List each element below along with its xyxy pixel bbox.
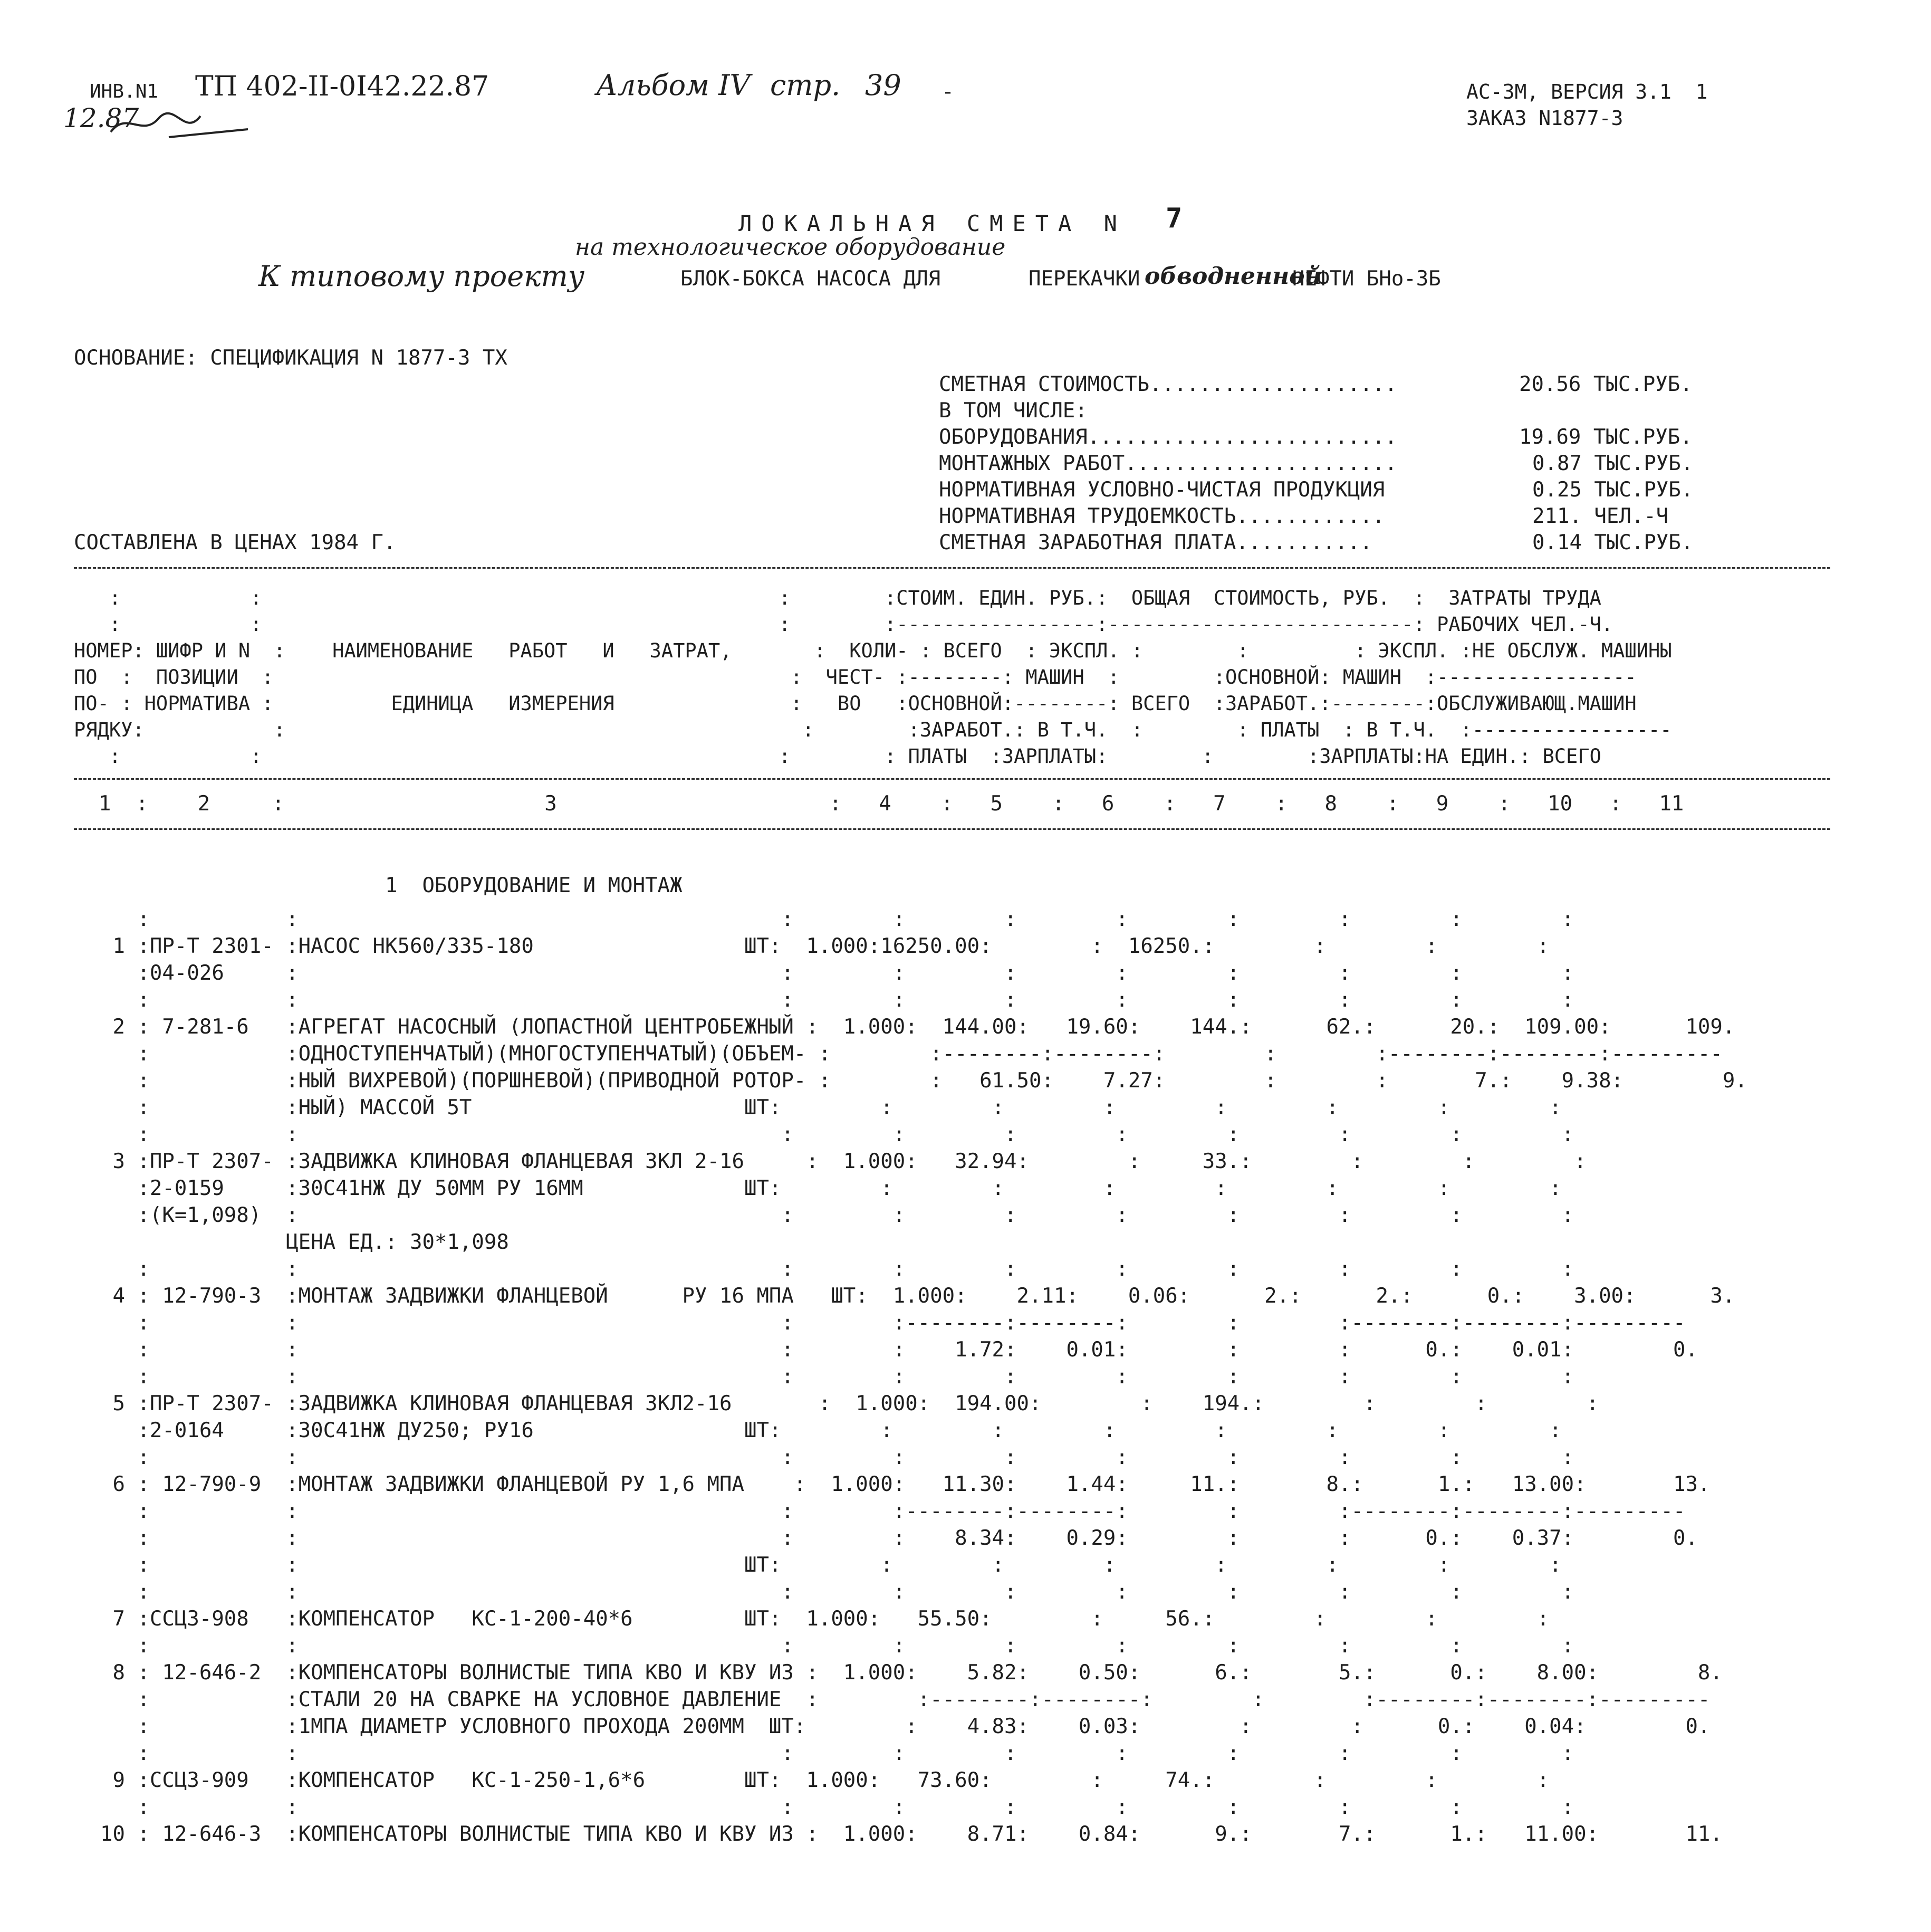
table-header-line: : : : :-----------------:--------------------------: РАБОЧИХ ЧЕЛ.-Ч.	[74, 613, 1613, 636]
table-row: 5 :ПР-Т 2307- :ЗАДВИЖКА КЛИНОВАЯ ФЛАНЦЕВАЯ ЗКЛ2-16 : 1.000: 194.00: : 194.: : : :	[100, 1392, 1599, 1415]
table-row: : :НЫЙ ВИХРЕВОЙ)(ПОРШНЕВОЙ)(ПРИВОДНОЙ РОТОР- : : 61.50: 7.27: : : 7.: 9.38: 9.	[100, 1069, 1747, 1093]
column-numbers: 1 : 2 : 3 : 4 : 5 : 6 : 7 : 8 : 9 : 10 : 11	[74, 792, 1684, 816]
header-rule-top	[74, 567, 1830, 569]
table-header-line: : : : :СТОИМ. ЕДИН. РУБ.: ОБЩАЯ СТОИМОСТЬ, РУБ. : ЗАТРАТЫ ТРУДА	[74, 587, 1601, 609]
table-row: 7 :ССЦ3-908 :КОМПЕНСАТОР КС-1-200-40*6 ШТ: 1.000: 55.50: : 56.: : : :	[100, 1607, 1550, 1631]
table-row: : : : : : : : : : :	[100, 1257, 1574, 1281]
table-row: : :1МПА ДИАМЕТР УСЛОВНОГО ПРОХОДА 200ММ ШТ: : 4.83: 0.03: : : 0.: 0.04: 0.	[100, 1715, 1711, 1738]
estimate-number: 7	[1166, 203, 1183, 234]
album-label: Альбом IV	[596, 69, 751, 102]
table-row: :2-0164 :30С41НЖ ДУ250; РУ16 ШТ: : : : : : : :	[100, 1419, 1562, 1442]
table-row: 1 :ПР-Т 2301- :НАСОС НК560/335-180 ШТ: 1.000:16250.00: : 16250.: : : :	[100, 934, 1550, 958]
table-row: : : : : : : : : : :	[100, 1123, 1574, 1146]
page-number: 39	[865, 69, 901, 102]
title-project-hand: К типовому проекту	[258, 260, 585, 293]
signature: 12.87	[63, 103, 139, 133]
summary-value: 0.14 ТЫС.РУБ.	[1532, 531, 1694, 554]
table-header-line: ПО- : НОРМАТИВА : ЕДИНИЦА ИЗМЕРЕНИЯ : ВО :ОСНОВНОЙ:--------: ВСЕГО :ЗАРАБОТ.:--------:ОБСЛУЖИВАЮЩ.МАШИН	[74, 692, 1637, 715]
table-row: 3 :ПР-Т 2307- :ЗАДВИЖКА КЛИНОВАЯ ФЛАНЦЕВАЯ ЗКЛ 2-16 : 1.000: 32.94: : 33.: : : :	[100, 1150, 1587, 1173]
table-row: : : : : : : : : : :	[100, 988, 1574, 1012]
system-version: АС-3М, ВЕРСИЯ 3.1 1	[1466, 80, 1708, 103]
table-row: :04-026 : : : : : : : : :	[100, 961, 1574, 985]
title-object-b: ПЕРЕКАЧКИ	[1029, 267, 1140, 291]
summary-label: МОНТАЖНЫХ РАБОТ......................	[939, 452, 1397, 475]
table-header-line: РЯДКУ: : : :ЗАРАБОТ.: В Т.Ч. : : ПЛАТЫ : В Т.Ч. :-----------------	[74, 719, 1672, 741]
summary-label: ОБОРУДОВАНИЯ.........................	[939, 425, 1397, 449]
estimate-title: ЛОКАЛЬНАЯ СМЕТА N	[738, 211, 1127, 236]
table-row: : : : : 8.34: 0.29: : : 0.: 0.37: 0.	[100, 1526, 1698, 1550]
table-row: 8 : 12-646-2 :КОМПЕНСАТОРЫ ВОЛНИСТЫЕ ТИПА КВО И КВУ ИЗ : 1.000: 5.82: 0.50: 6.: 5.: 0.: 8.00: 8.	[100, 1661, 1723, 1685]
table-row: 10 : 12-646-3 :КОМПЕНСАТОРЫ ВОЛНИСТЫЕ ТИПА КВО И КВУ ИЗ : 1.000: 8.71: 0.84: 9.: 7.: 1.: 11.00: 11.	[100, 1822, 1723, 1846]
inventory-label: ИНВ.N1	[90, 81, 159, 102]
table-row: : : : : : : : : : :	[100, 1446, 1574, 1469]
signature-scribble	[95, 100, 253, 148]
table-row: 9 :ССЦ3-909 :КОМПЕНСАТОР КС-1-250-1,6*6 ШТ: 1.000: 73.60: : 74.: : : :	[100, 1768, 1550, 1792]
table-row: : :НЫЙ) МАССОЙ 5Т ШТ: : : : : : : :	[100, 1096, 1562, 1120]
summary-value: 0.87 ТЫС.РУБ.	[1532, 452, 1694, 475]
summary-value: 211. ЧЕЛ.-Ч	[1532, 504, 1669, 528]
title-object-hand: обводненной	[1145, 263, 1322, 290]
project-code: ТП 402-II-0I42.22.87	[195, 71, 489, 102]
table-row: : : : : : : : : : :	[100, 1580, 1574, 1604]
summary-label: СМЕТНАЯ СТОИМОСТЬ....................	[939, 372, 1397, 396]
summary-label: СМЕТНАЯ ЗАРАБОТНАЯ ПЛАТА...........	[939, 531, 1372, 554]
title-subtitle: на технологическое оборудование	[575, 234, 1006, 261]
summary-label: В ТОМ ЧИСЛЕ:	[939, 399, 1088, 423]
order-number: ЗАКАЗ N1877-3	[1466, 107, 1623, 130]
table-header-line: : : : : ПЛАТЫ :ЗАРПЛАТЫ: : :ЗАРПЛАТЫ:НА ЕДИН.: ВСЕГО	[74, 745, 1601, 768]
table-row: : : : : : : : : : :	[100, 1742, 1574, 1765]
summary-value: 0.25 ТЫС.РУБ.	[1532, 478, 1694, 502]
basis-line: ОСНОВАНИЕ: СПЕЦИФИКАЦИЯ N 1877-3 ТХ	[74, 346, 507, 370]
title-object-c: НЕФТИ БНо-3Б	[1292, 267, 1441, 291]
summary-label: НОРМАТИВНАЯ ТРУДОЕМКОСТЬ............	[939, 504, 1385, 528]
table-row: : :ОДНОСТУПЕНЧАТЫЙ)(МНОГОСТУПЕНЧАТЫЙ)(ОБЪЕМ- : :--------:--------: : :--------:--------:---------	[100, 1042, 1723, 1066]
table-row: ЦЕНА ЕД.: 30*1,098	[100, 1230, 509, 1254]
table-header-line: ПО : ПОЗИЦИИ : : ЧЕСТ- :--------: МАШИН : :ОСНОВНОЙ: МАШИН :-----------------	[74, 666, 1637, 688]
summary-value: 19.69 ТЫС.РУБ.	[1519, 425, 1693, 449]
table-row: : : : : 1.72: 0.01: : : 0.: 0.01: 0.	[100, 1338, 1698, 1362]
header-rule-bottom	[74, 828, 1830, 830]
page-dash: -	[942, 80, 955, 104]
table-row: : : : :--------:--------: : :--------:--------:---------	[100, 1311, 1686, 1335]
summary-label: НОРМАТИВНАЯ УСЛОВНО-ЧИСТАЯ ПРОДУКЦИЯ	[939, 478, 1385, 502]
table-row: 4 : 12-790-3 :МОНТАЖ ЗАДВИЖКИ ФЛАНЦЕВОЙ РУ 16 МПА ШТ: 1.000: 2.11: 0.06: 2.: 2.: 0.: 3.00: 3.	[100, 1284, 1735, 1308]
table-row: : :СТАЛИ 20 НА СВАРКЕ НА УСЛОВНОЕ ДАВЛЕНИЕ : :--------:--------: : :--------:--------:---------	[100, 1688, 1711, 1711]
section-title: 1 ОБОРУДОВАНИЕ И МОНТАЖ	[385, 874, 683, 897]
table-row: 2 : 7-281-6 :АГРЕГАТ НАСОСНЫЙ (ЛОПАСТНОЙ ЦЕНТРОБЕЖНЫЙ : 1.000: 144.00: 19.60: 144.: 62.: 20.: 109.00: 109.	[100, 1015, 1735, 1039]
summary-value: 20.56 ТЫС.РУБ.	[1519, 372, 1693, 396]
table-row: :2-0159 :30С41НЖ ДУ 50ММ РУ 16ММ ШТ: : : : : : : :	[100, 1177, 1562, 1200]
table-row: : : : :--------:--------: : :--------:--------:---------	[100, 1499, 1686, 1523]
table-row: : : : : : : : : : :	[100, 1634, 1574, 1658]
table-row: :(К=1,098) : : : : : : : : :	[100, 1203, 1574, 1227]
table-header-line: НОМЕР: ШИФР И N : НАИМЕНОВАНИЕ РАБОТ И ЗАТРАТ, : КОЛИ- : ВСЕГО : ЭКСПЛ. : : : ЭКСПЛ. :НЕ ОБСЛУЖ. МАШИНЫ	[74, 639, 1672, 662]
table-row: : : ШТ: : : : : : : :	[100, 1553, 1562, 1577]
title-object-a: БЛОК-БОКСА НАСОСА ДЛЯ	[680, 267, 941, 291]
table-row: : : : : : : : : : :	[100, 1795, 1574, 1819]
page-prefix: стр.	[770, 69, 841, 102]
header-rule-mid	[74, 778, 1830, 780]
table-row: : : : : : : : : : :	[100, 907, 1574, 931]
table-row: 6 : 12-790-9 :МОНТАЖ ЗАДВИЖКИ ФЛАНЦЕВОЙ РУ 1,6 МПА : 1.000: 11.30: 1.44: 11.: 8.: 1.: 13.00: 13.	[100, 1472, 1711, 1496]
table-row: : : : : : : : : : :	[100, 1365, 1574, 1389]
prices-line: СОСТАВЛЕНА В ЦЕНАХ 1984 Г.	[74, 531, 396, 554]
